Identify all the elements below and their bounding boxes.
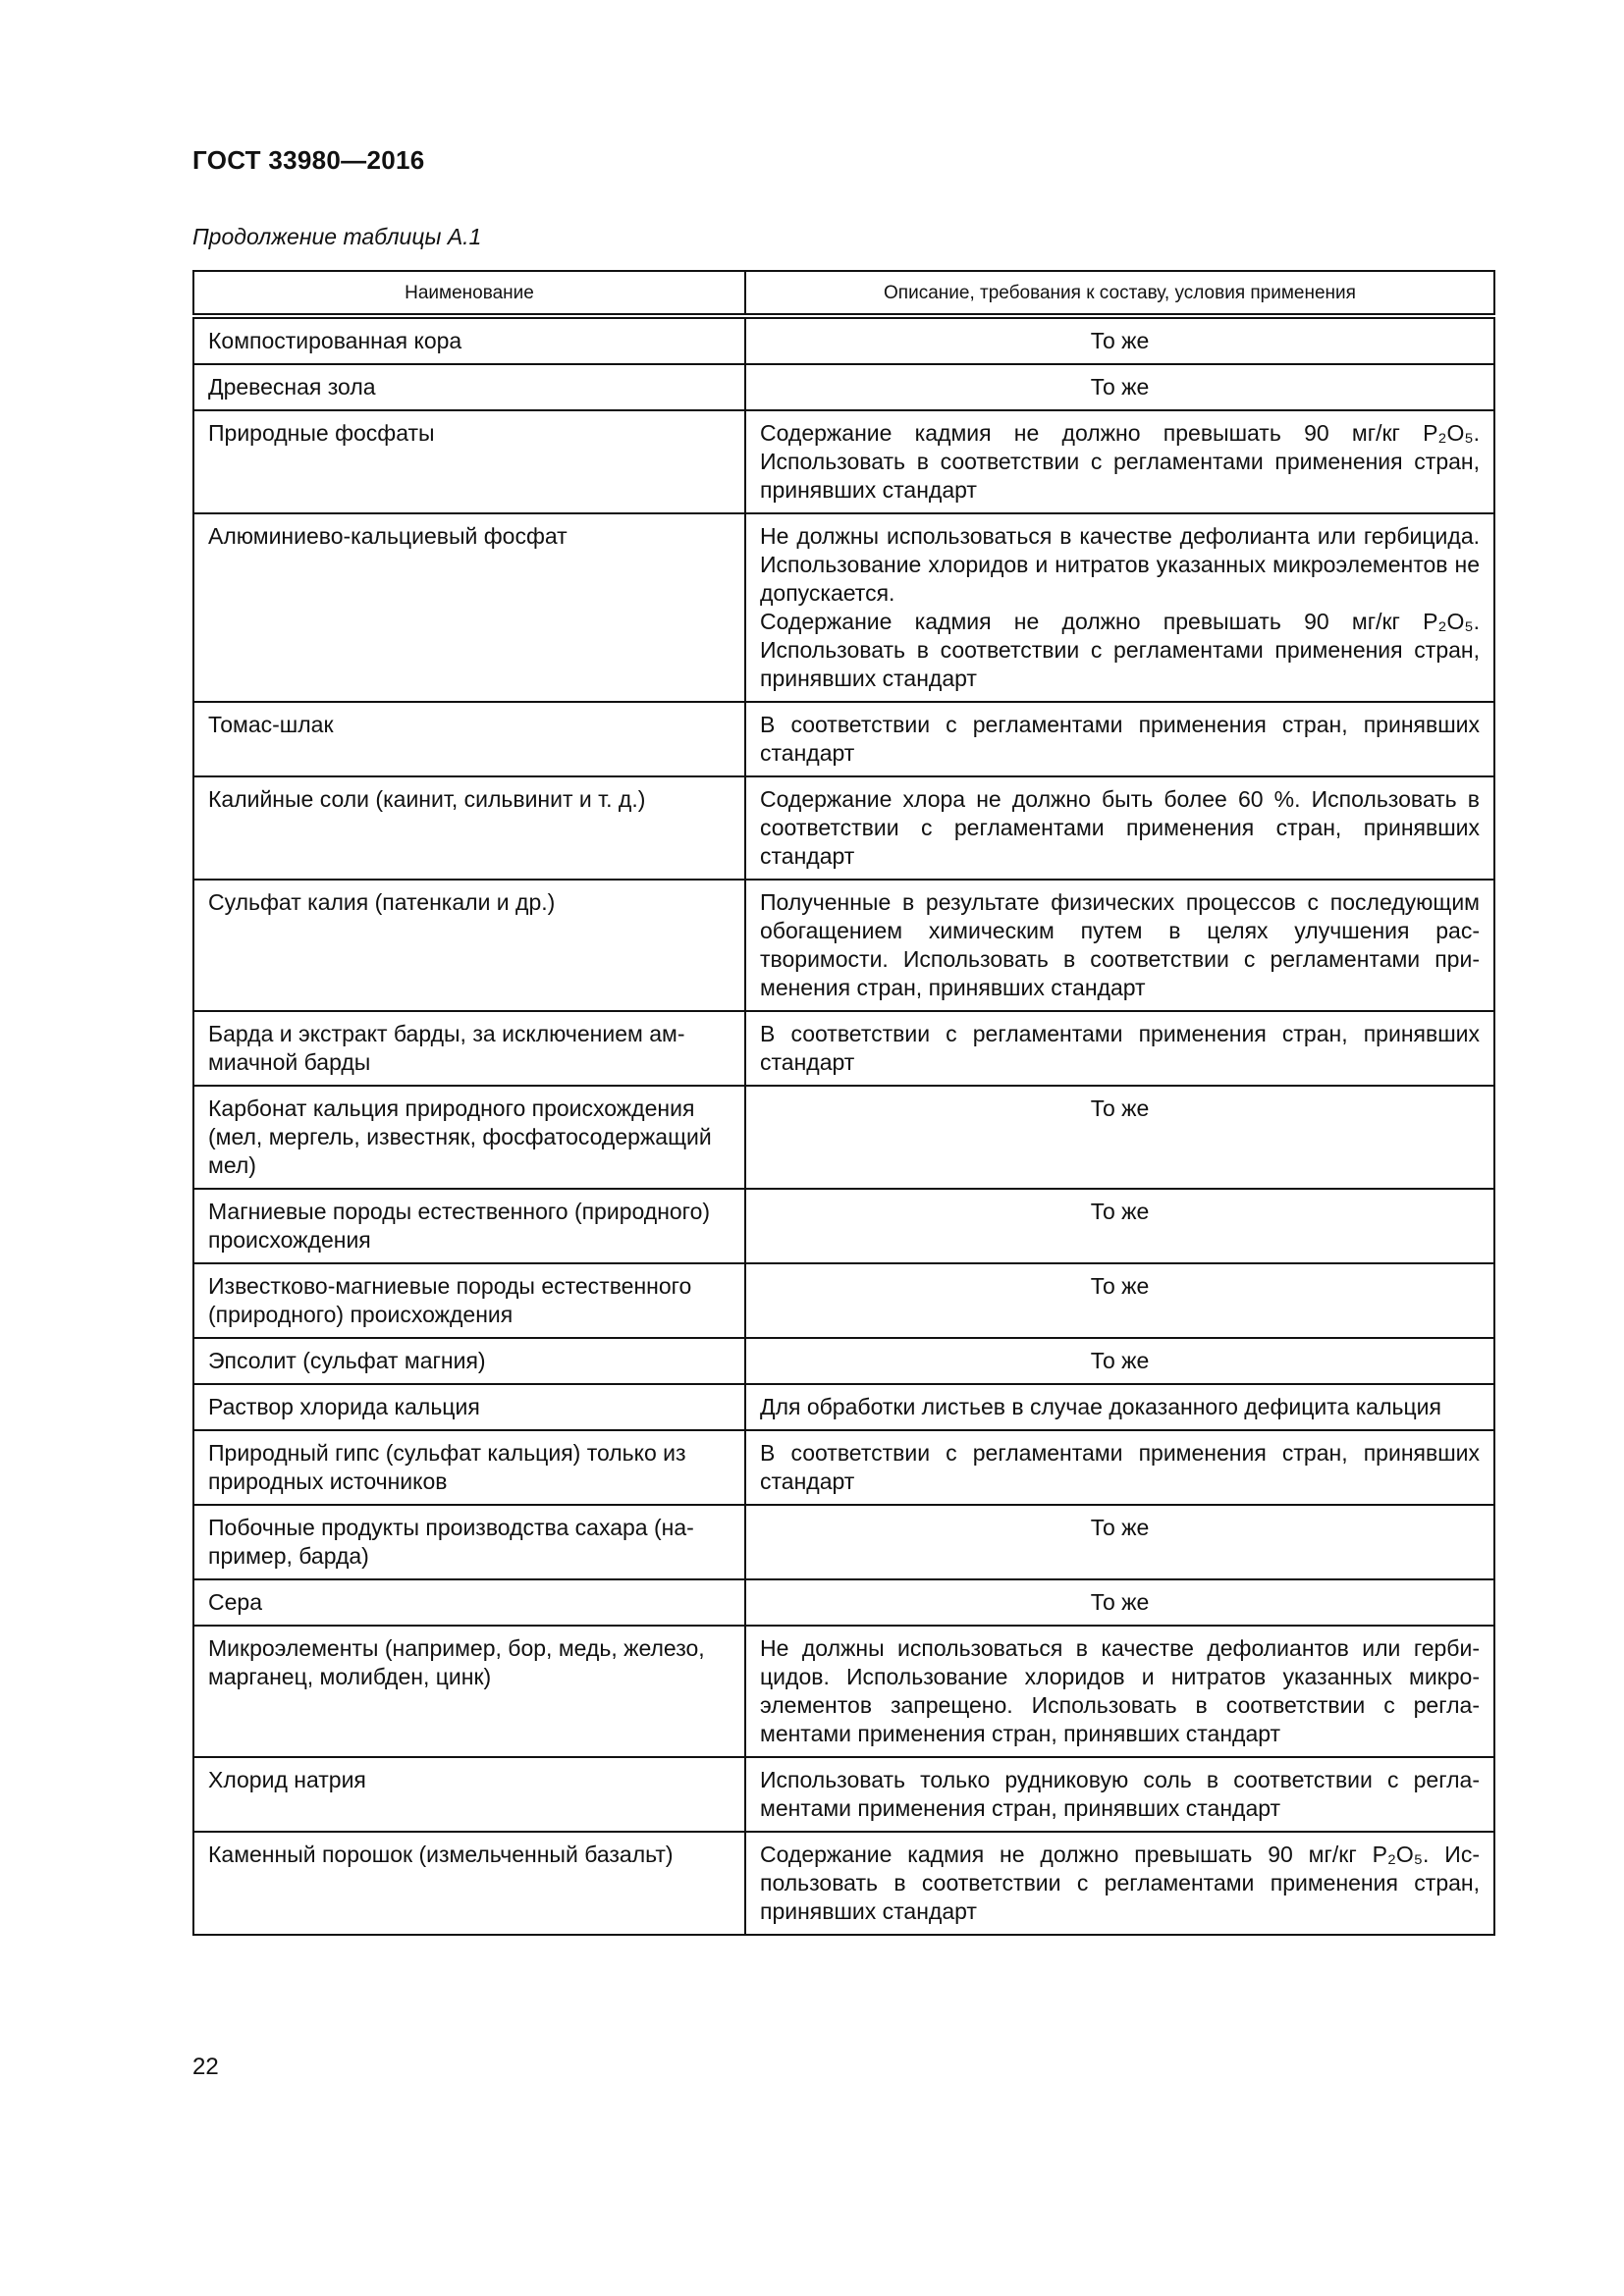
row-name-cell: Калийные соли (каинит, сильвинит и т. д.): [193, 776, 745, 880]
table-row: [193, 316, 1494, 364]
row-description-cell: Содержание кадмия не должно превышать 90 мг/кг P₂O₅. Использовать в соответствии с регламентами применения стран, принявших стандарт: [745, 1832, 1494, 1935]
row-name-cell: Известково-магниевые породы естественного (природного) происхождения: [193, 1263, 745, 1338]
row-name-cell: Компостированная кора: [193, 316, 745, 364]
table-row: [193, 513, 1494, 702]
table-row: [193, 1189, 1494, 1263]
row-description-cell: То же: [745, 364, 1494, 410]
row-description-cell: Использовать только рудниковую соль в соответствии с регламентами применения стран, принявших стандарт: [745, 1757, 1494, 1832]
row-description-cell: То же: [745, 1579, 1494, 1626]
row-name-cell: Сульфат калия (патенкали и др.): [193, 880, 745, 1011]
row-description-cell: То же: [745, 1505, 1494, 1579]
table-row: [193, 1011, 1494, 1086]
row-description-cell: То же: [745, 316, 1494, 364]
table-row: [193, 1338, 1494, 1384]
table-row: [193, 1384, 1494, 1430]
row-name-cell: Хлорид натрия: [193, 1757, 745, 1832]
row-name-cell: Карбонат кальция природного происхождения (мел, мергель, известняк, фосфатосодержащий мел): [193, 1086, 745, 1189]
table-row: [193, 364, 1494, 410]
column-header-name: Наименование: [193, 271, 745, 316]
row-name-cell: Микроэлементы (например, бор, медь, железо, марганец, молибден, цинк): [193, 1626, 745, 1757]
row-description-cell: То же: [745, 1338, 1494, 1384]
row-name-cell: Эпсолит (сульфат магния): [193, 1338, 745, 1384]
row-name-cell: Алюминиево-кальциевый фосфат: [193, 513, 745, 702]
row-name-cell: Каменный порошок (измельченный базальт): [193, 1832, 745, 1935]
row-name-cell: Барда и экстракт барды, за исключением аммиачной барды: [193, 1011, 745, 1086]
fertilizer-table: [192, 270, 1495, 1936]
row-description-cell: Для обработки листьев в случае доказанного дефицита кальция: [745, 1384, 1494, 1430]
table-row: [193, 1832, 1494, 1935]
table-header-row: [193, 271, 1494, 316]
row-description-cell: Полученные в результате физических процессов с последующим обогащением химическим путем в целях улучшения растворимости. Использовать в соответствии с регламентами применения стран, принявших стандарт: [745, 880, 1494, 1011]
row-name-cell: Древесная зола: [193, 364, 745, 410]
table-row: [193, 702, 1494, 776]
row-description-cell: Не должны использоваться в качестве дефолианта или гербицида. Использование хлоридов и нитратов указанных микроэлементов не допускается. Содержание кадмия не должно превышать 90 мг/кг P₂O₅. Использовать в соответствии с регламентами применения стран, принявших стандарт: [745, 513, 1494, 702]
row-name-cell: Томас-шлак: [193, 702, 745, 776]
row-description-cell: То же: [745, 1086, 1494, 1189]
table-caption: Продолжение таблицы А.1: [192, 224, 482, 249]
table-row: [193, 1430, 1494, 1505]
column-header-description: Описание, требования к составу, условия применения: [745, 271, 1494, 316]
document-header: ГОСТ 33980—2016: [192, 145, 425, 175]
row-description-cell: Содержание хлора не должно быть более 60 %. Использовать в соответствии с регламентами применения стран, принявших стандарт: [745, 776, 1494, 880]
row-description-cell: Не должны использоваться в качестве дефолиантов или гербицидов. Использование хлоридов и нитратов указанных микроэлементов запрещено. Использовать в соответствии с регламентами применения стран, принявших стандарт: [745, 1626, 1494, 1757]
row-name-cell: Раствор хлорида кальция: [193, 1384, 745, 1430]
row-name-cell: Природный гипс (сульфат кальция) только из природных источников: [193, 1430, 745, 1505]
row-description-cell: То же: [745, 1263, 1494, 1338]
row-description-cell: То же: [745, 1189, 1494, 1263]
page-number: 22: [192, 2054, 219, 2080]
table-row: [193, 1263, 1494, 1338]
row-description-cell: В соответствии с регламентами применения стран, принявших стандарт: [745, 702, 1494, 776]
table-row: [193, 880, 1494, 1011]
table-row: [193, 1086, 1494, 1189]
row-description-cell: В соответствии с регламентами применения стран, принявших стандарт: [745, 1011, 1494, 1086]
table-row: [193, 410, 1494, 513]
row-description-cell: Содержание кадмия не должно превышать 90 мг/кг P₂O₅. Использовать в соответствии с регламентами применения стран, принявших стандарт: [745, 410, 1494, 513]
table-row: [193, 1757, 1494, 1832]
table-row: [193, 1579, 1494, 1626]
row-description-cell: В соответствии с регламентами применения стран, принявших стандарт: [745, 1430, 1494, 1505]
row-name-cell: Побочные продукты производства сахара (например, барда): [193, 1505, 745, 1579]
row-name-cell: Природные фосфаты: [193, 410, 745, 513]
row-name-cell: Магниевые породы естественного (природного) происхождения: [193, 1189, 745, 1263]
row-name-cell: Сера: [193, 1579, 745, 1626]
table-row: [193, 1626, 1494, 1757]
table-row: [193, 1505, 1494, 1579]
table-row: [193, 776, 1494, 880]
